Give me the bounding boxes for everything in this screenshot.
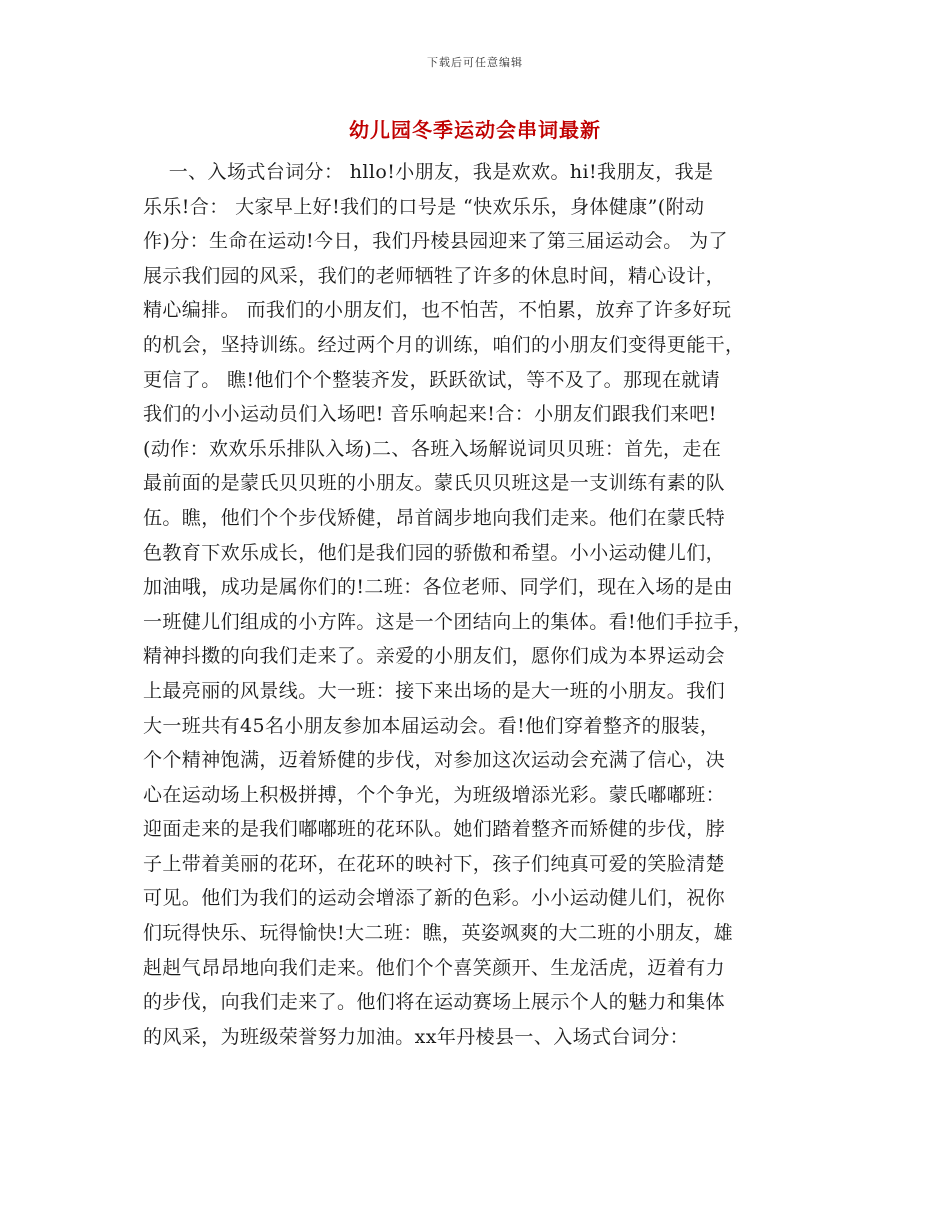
body-line: 色教育下欢乐成长，他们是我们园的骄傲和希望。小小运动健儿们，: [143, 541, 726, 564]
document-body: [143, 155, 823, 1054]
body-line: 我们的小小运动员们入场吧! 音乐响起来!合：小朋友们跟我们来吧!: [143, 403, 717, 426]
body-line: 迎面走来的是我们嘟嘟班的花环队。她们踏着整齐而矫健的步伐，脖: [143, 818, 726, 841]
body-line: 的机会，坚持训练。经过两个月的训练，咱们的小朋友们变得更能干，: [143, 333, 745, 356]
body-line: 展示我们园的风采，我们的老师牺牲了许多的休息时间，精心设计，: [143, 264, 726, 287]
body-line: 作)分：生命在运动!今日，我们丹棱县园迎来了第三届运动会。 为了: [143, 230, 728, 253]
body-line: 的风采，为班级荣誉努力加油。xx年丹棱县一、入场式台词分：: [143, 1025, 690, 1048]
body-line: 心在运动场上积极拼搏，个个争光，为班级增添光彩。蒙氏嘟嘟班：: [143, 783, 726, 806]
body-line: 更信了。 瞧!他们个个整装齐发，跃跃欲试，等不及了。那现在就请: [143, 368, 721, 391]
body-line: 们玩得快乐、玩得愉快!大二班：瞧，英姿飒爽的大二班的小朋友，雄: [143, 922, 734, 945]
body-line: 赳赳气昂昂地向我们走来。他们个个喜笑颜开、生龙活虎，迈着有力: [143, 956, 726, 979]
body-line: 最前面的是蒙氏贝贝班的小朋友。蒙氏贝贝班这是一支训练有素的队: [143, 472, 726, 495]
body-line: 个个精神饱满，迈着矫健的步伐，对参加这次运动会充满了信心，决: [143, 749, 726, 772]
body-line: 上最亮丽的风景线。大一班：接下来出场的是大一班的小朋友。我们: [143, 679, 726, 702]
body-line: 可见。他们为我们的运动会增添了新的色彩。小小运动健儿们，祝你: [143, 887, 726, 910]
body-line: 伍。瞧，他们个个步伐矫健，昂首阔步地向我们走来。他们在蒙氏特: [143, 506, 726, 529]
body-line: 一、入场式台词分： hllo!小朋友，我是欢欢。hi!我朋友，我是: [143, 161, 714, 183]
document-title: 幼儿园冬季运动会串词最新: [349, 118, 601, 142]
body-line: 的步伐，向我们走来了。他们将在运动赛场上展示个人的魅力和集体: [143, 991, 726, 1014]
body-line: 精神抖擞的向我们走来了。亲爱的小朋友们，愿你们成为本界运动会: [143, 645, 726, 668]
body-line: 子上带着美丽的花环，在花环的映衬下，孩子们纯真可爱的笑脸清楚: [143, 852, 726, 875]
body-line: 乐乐!合： 大家早上好!我们的口号是 “快欢乐乐，身体健康”(附动: [143, 195, 705, 218]
body-line: 精心编排。 而我们的小朋友们，也不怕苦，不怕累，放弃了许多好玩: [143, 299, 732, 322]
body-line: 大一班共有45名小朋友参加本届运动会。看!他们穿着整齐的服装，: [143, 714, 720, 737]
body-line: 一班健儿们组成的小方阵。这是一个团结向上的集体。看!他们手拉手，: [143, 610, 753, 633]
body-line: 加油哦，成功是属你们的!二班：各位老师、同学们，现在入场的是由: [143, 576, 734, 599]
header-note: 下载后可任意编辑: [427, 56, 523, 69]
body-line: (动作：欢欢乐乐排队入场)二、各班入场解说词贝贝班：首先，走在: [143, 437, 722, 460]
